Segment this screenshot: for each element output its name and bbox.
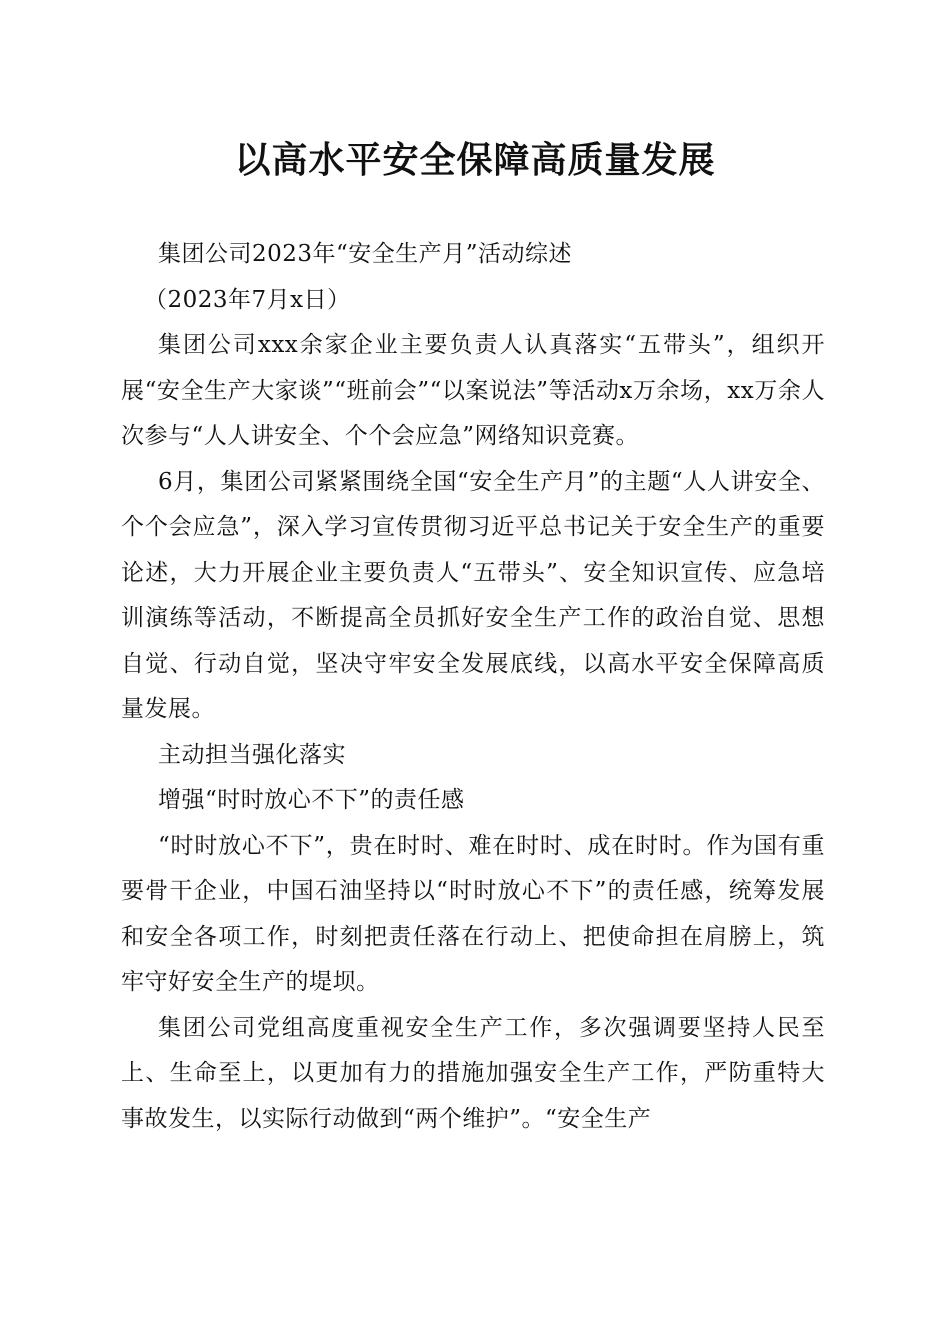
body-paragraph: 集团公司xxx余家企业主要负责人认真落实“五带头”，组织开展“安全生产大家谈”“班前会”“以案说法”等活动x万余场，xx万余人次参与“人人讲安全、个个会应急”网络知识竞赛。	[121, 332, 825, 449]
document-body	[121, 232, 825, 1142]
subtitle-paragraph: 集团公司2023年“安全生产月”活动综述	[158, 241, 573, 267]
section-subheading: 增强“时时放心不下”的责任感	[158, 787, 465, 813]
document-title: 以高水平安全保障高质量发展	[234, 139, 716, 181]
body-paragraph: 6月，集团公司紧紧围绕全国“安全生产月”的主题“人人讲安全、个个会应急”，深入学习宣传贯彻习近平总书记关于安全生产的重要论述，大力开展企业主要负责人“五带头”、安全知识宣传、应急培训演练等活动，不断提高全员抓好安全生产工作的政治自觉、思想自觉、行动自觉，坚决守牢安全发展底线，以高水平安全保障高质量发展。	[121, 468, 825, 722]
body-paragraph: “时时放心不下”，贵在时时、难在时时、成在时时。作为国有重要骨干企业，中国石油坚持以“时时放心不下”的责任感，统筹发展和安全各项工作，时刻把责任落在行动上、把使命担在肩膀上，筑牢守好安全生产的堤坝。	[121, 832, 825, 995]
section-heading: 主动担当强化落实	[158, 741, 346, 768]
body-paragraph: 集团公司党组高度重视安全生产工作，多次强调要坚持人民至上、生命至上，以更加有力的措施加强安全生产工作，严防重特大事故发生，以实际行动做到“两个维护”。“安全生产	[121, 1014, 825, 1132]
date-paragraph: （2023年7月x日）	[144, 286, 351, 313]
